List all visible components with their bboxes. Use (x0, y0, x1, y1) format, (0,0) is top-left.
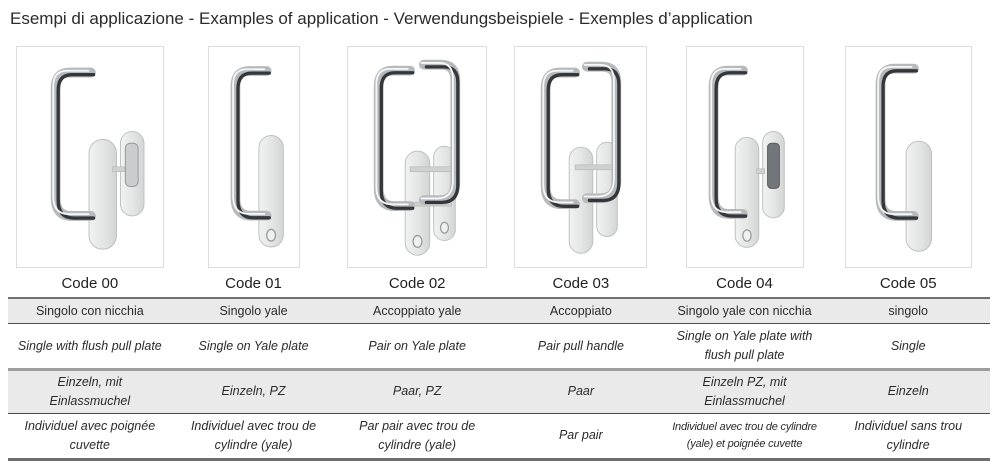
table-cell-en-code02: Pair on Yale plate (368, 338, 466, 353)
product-photo-code05 (845, 46, 972, 268)
product-column-code02 (335, 46, 499, 292)
product-code-label: Code 02 (388, 275, 446, 292)
product-code-label: Code 03 (552, 275, 610, 292)
table-cell-it-code03: Accoppiato (549, 303, 612, 318)
product-code-label: Code 00 (61, 275, 119, 292)
table-cell-en-code05: Single (890, 338, 926, 353)
table-cell-de-code01: Einzeln, PZ (221, 384, 286, 399)
table-cell-it-code02: Accoppiato yale (373, 303, 462, 318)
table-cell-de-code04: Einzeln PZ, mit Einlassmuchel (702, 375, 787, 408)
table-cell-it-code01: Singolo yale (219, 303, 288, 318)
product-photo-code04 (686, 46, 804, 268)
product-code-label: Code 04 (716, 275, 773, 292)
product-column-code00 (8, 46, 172, 292)
product-code-label: Code 01 (225, 275, 282, 292)
table-cell-en-code03: Pair pull handle (537, 338, 624, 353)
table-cell-it-code04: Singolo yale con nicchia (677, 303, 812, 318)
product-column-code03 (499, 46, 663, 292)
single-handle-icon (847, 49, 970, 265)
table-cell-fr-code01: Individuel avec trou de cylindre (yale) (190, 418, 317, 452)
product-photo-code02 (347, 46, 487, 268)
table-cell-en-code01: Single on Yale plate (198, 338, 309, 353)
table-row-french (8, 414, 990, 458)
single-handle-flush-plate-icon (18, 49, 162, 265)
table-cell-fr-code04: Individuel avec trou de cylindre (yale) et poignée cuvette (672, 421, 817, 450)
table-cell-fr-code05: Individuel sans trou cylindre (854, 418, 963, 452)
table-cell-fr-code03: Par pair (558, 428, 603, 443)
product-photo-code03 (514, 46, 647, 268)
table-cell-en-code00: Single with flush pull plate (17, 338, 162, 353)
pair-handles-icon (516, 49, 645, 265)
single-handle-yale-plate-icon (210, 49, 298, 265)
table-cell-it-code05: singolo (888, 303, 928, 318)
product-photo-code01 (208, 46, 300, 268)
table-cell-de-code05: Einzeln (887, 384, 929, 399)
pair-handles-yale-plates-icon (349, 49, 485, 265)
table-row-italian (8, 299, 990, 324)
product-column-code05 (826, 46, 990, 292)
page-title: Esempi di applicazione - Examples of application - Verwendungsbeispiele - Exemples d’application (10, 9, 753, 28)
product-column-code01 (172, 46, 336, 292)
product-code-label: Code 05 (879, 275, 937, 292)
single-handle-yale-flush-plate-icon (688, 49, 802, 265)
table-row-english (8, 324, 990, 371)
table-cell-fr-code02: Par pair avec trou de cylindre (yale) (359, 418, 476, 452)
application-table (8, 297, 990, 461)
table-cell-de-code02: Paar, PZ (392, 384, 442, 399)
product-column-code04 (663, 46, 827, 292)
table-cell-it-code00: Singolo con nicchia (35, 303, 144, 318)
table-cell-en-code04: Single on Yale plate with flush pull plate (676, 329, 813, 362)
table-cell-de-code00: Einzeln, mit Einlassmuchel (49, 375, 131, 408)
table-cell-de-code03: Paar (567, 384, 595, 399)
product-photo-code00 (16, 46, 164, 268)
table-row-german (8, 371, 990, 414)
table-cell-fr-code00: Individuel avec poignée cuvette (24, 418, 156, 452)
product-image-strip (8, 46, 990, 292)
